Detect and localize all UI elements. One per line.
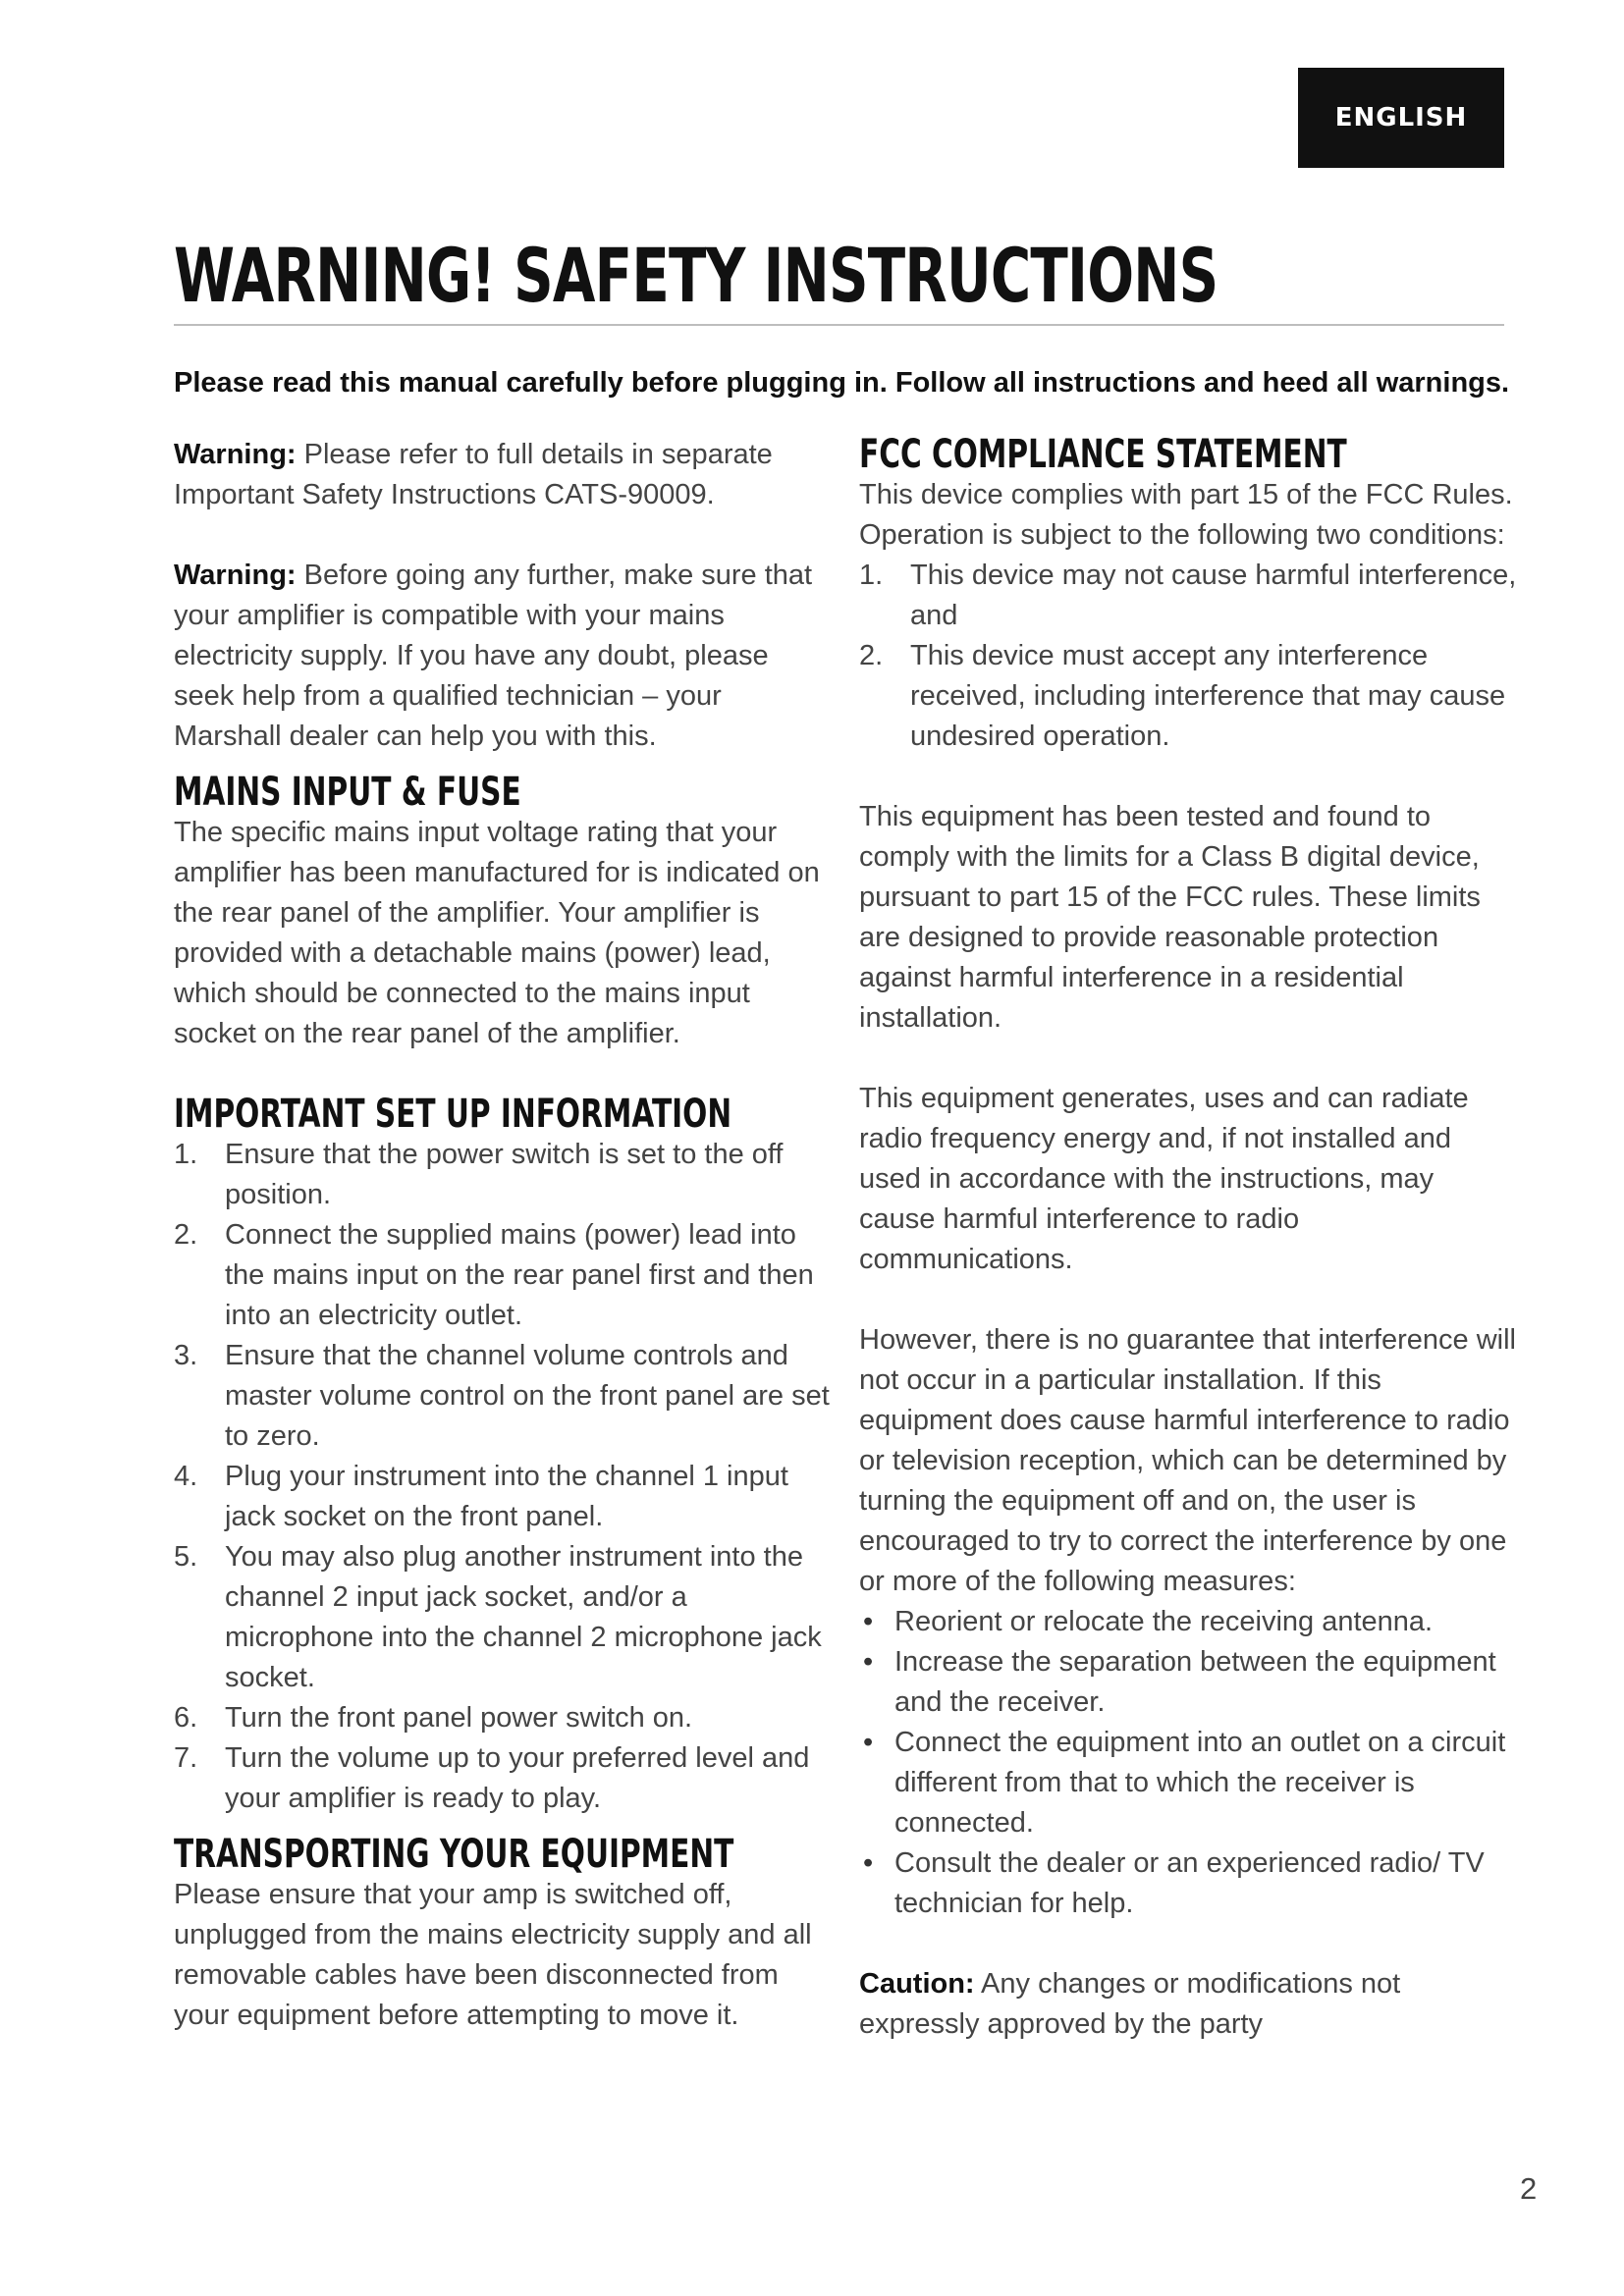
setup-steps-list: [174, 1135, 832, 1819]
list-item: 1. Ensure that the power switch is set to the off position.: [174, 1139, 784, 1210]
list-item: • Reorient or relocate the receiving antenna.: [859, 1602, 1517, 1642]
fcc-conditions-list: [859, 556, 1517, 757]
fcc-paragraph: However, there is no guarantee that interference will not occur in a particular installation. If this equipment does cause harmful interference to radio or television reception, which can be determined by turning the equipment off and on, the user is encouraged to try to correct the interference by one or more of the following measures:: [859, 1324, 1516, 1597]
caution-paragraph: [859, 1964, 1517, 2045]
warning-text: Please refer to full details in separate Important Safety Instructions CATS-90009.: [174, 439, 773, 510]
fcc-intro: This device complies with part 15 of the FCC Rules. Operation is subject to the following two conditions:: [859, 479, 1513, 551]
list-item: • Increase the separation between the equipment and the receiver.: [859, 1642, 1517, 1723]
list-item: 6. Turn the front panel power switch on.: [174, 1702, 693, 1734]
list-item: 5. You may also plug another instrument into the channel 2 input jack socket, and/or a microphone into the channel 2 microphone jack socket.: [174, 1541, 822, 1693]
warning-label: Warning:: [174, 560, 297, 591]
warning-paragraph: [174, 435, 832, 515]
bullet-icon: •: [863, 1847, 874, 1879]
fcc-paragraph: This equipment generates, uses and can radiate radio frequency energy and, if not installed and used in accordance with the instructions, may cause harmful interference to radio communications.: [859, 1083, 1469, 1275]
warning-paragraph: [174, 556, 832, 757]
caution-text: Any changes or modifications not expressly approved by the party: [859, 1968, 1401, 2040]
list-item: 1. This device may not cause harmful interference, and: [859, 560, 1517, 631]
intro-text: Please read this manual carefully before plugging in. Follow all instructions and heed all warnings.: [174, 367, 1510, 399]
right-column: [859, 432, 1517, 2045]
warning-text: Before going any further, make sure that your amplifier is compatible with your mains electricity supply. If you have any doubt, please seek help from a qualified technician – your Marshall dealer can help you with this.: [174, 560, 813, 752]
warning-label: Warning:: [174, 439, 297, 470]
transport-text: Please ensure that your amp is switched off, unplugged from the mains electricity supply and all removable cables have been disconnected from your equipment before attempting to move it.: [174, 1879, 812, 2031]
list-item: • Connect the equipment into an outlet on a circuit different from that to which the receiver is connected.: [859, 1723, 1517, 1843]
list-item: 3. Ensure that the channel volume controls and master volume control on the front panel are set to zero.: [174, 1340, 830, 1452]
page-number: 2: [1520, 2171, 1538, 2206]
title-divider: [174, 324, 1504, 326]
list-item: 2. Connect the supplied mains (power) lead into the mains input on the rear panel first and then into an electricity outlet.: [174, 1219, 814, 1331]
measures-list: [859, 1602, 1517, 1924]
list-item: • Consult the dealer or an experienced radio/ TV technician for help.: [859, 1843, 1517, 1924]
bullet-icon: •: [863, 1727, 874, 1758]
setup-heading: IMPORTANT SET UP INFORMATION: [174, 1092, 732, 1137]
mains-input-text: The specific mains input voltage rating that your amplifier has been manufactured for is indicated on the rear panel of the amplifier. Your amplifier is provided with a detachable mains (power) lead, which should be connected to the mains input socket on the rear panel of the amplifier.: [174, 817, 820, 1049]
fcc-heading: FCC COMPLIANCE STATEMENT: [859, 432, 1347, 477]
mains-input-heading: MAINS INPUT & FUSE: [174, 770, 521, 815]
caution-label: Caution:: [859, 1968, 975, 2000]
left-column: [174, 435, 832, 2036]
fcc-paragraph: This equipment has been tested and found to comply with the limits for a Class B digital device, pursuant to part 15 of the FCC rules. These limits are designed to provide reasonable protection against harmful interference in a residential installation.: [859, 801, 1481, 1034]
list-item: 2. This device must accept any interference received, including interference that may cause undesired operation.: [859, 640, 1506, 752]
bullet-icon: •: [863, 1646, 874, 1678]
bullet-icon: •: [863, 1606, 874, 1637]
page-title: WARNING! SAFETY INSTRUCTIONS: [174, 232, 1218, 319]
language-tab: ENGLISH: [1298, 68, 1504, 168]
list-item: 7. Turn the volume up to your preferred level and your amplifier is ready to play.: [174, 1742, 810, 1814]
transport-heading: TRANSPORTING YOUR EQUIPMENT: [174, 1832, 734, 1877]
list-item: 4. Plug your instrument into the channel 1 input jack socket on the front panel.: [174, 1461, 788, 1532]
